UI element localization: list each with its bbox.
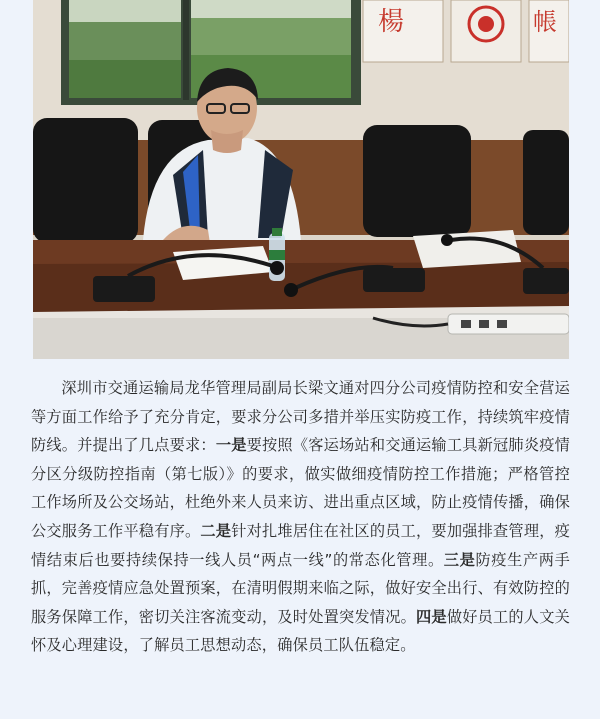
point-2-marker: 二是 [200,521,232,540]
point-3-text: 防疫生产两手抓，完善疫情应急处置预案，在清明假期来临之际，做好安全出行、有效防控的服务保障工作，密切关注客流变动，及时处置突发情况。 [31,550,571,626]
meeting-photo [33,0,569,359]
svg-text:楊: 楊 [378,7,405,37]
svg-text:帳: 帳 [533,8,557,36]
meeting-photo-illustration [33,0,569,359]
point-2-text: 针对扎堆居住在社区的员工，要加强排查管理，疫情结束后也要持续保持一线人员“两点一线”的常态化管理。 [31,521,571,569]
point-4-marker: 四是 [416,607,447,626]
point-1-marker: 一是 [215,436,247,455]
conference-table [33,228,569,359]
wall-certificates [363,0,569,62]
point-4-text: 做好员工的人文关怀及心理建设，了解员工思想动态，确保员工队伍稳定。 [31,607,570,655]
segment-intro: 深圳市交通运输局龙华管理局副局长梁文通对四分公司疫情防控和安全营运等方面工作给予了充分肯定，要求分公司多措并举压实防疫工作，持续筑牢疫情防线。并提出了几点要求： [31,379,570,455]
point-3-marker: 三是 [443,550,476,569]
point-1-text: 要按照《客运场站和交通运输工具新冠肺炎疫情分区分级防控指南（第七版）》的要求，做实做细疫情防控工作措施；严格管控工作场所及公交场站，杜绝外来人员来访、进出重点区域，防止疫情传播，确保公交服务工作平稳有序。 [31,436,571,540]
article-paragraph [31,374,570,660]
article-body [31,374,570,660]
